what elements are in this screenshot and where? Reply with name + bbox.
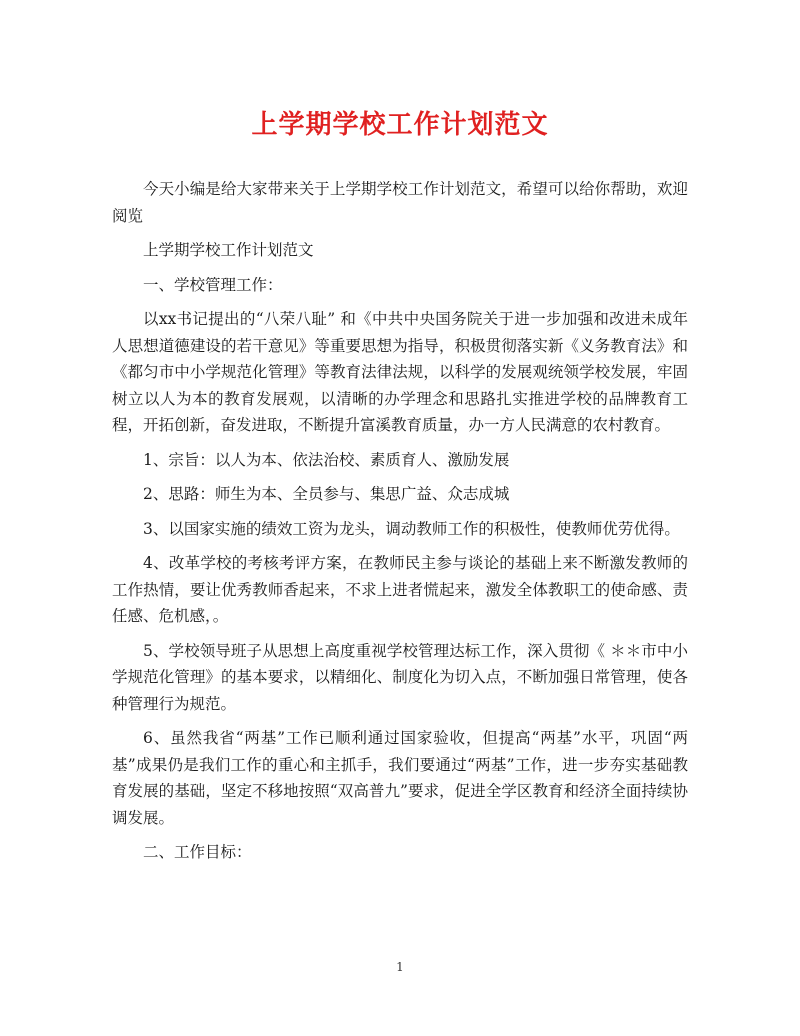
section-heading-1: 一、学校管理工作： [143,275,283,294]
item-4-paragraph: 4、改革学校的考核考评方案，在教师民主参与谈论的基础上来不断激发教师的工作热情，要让优秀教师香起来，不求上进者慌起来，激发全体教职工的使命感、责任感、危机感，。 [112,554,688,625]
item-3-paragraph: 3、以国家实施的绩效工资为龙头，调动教师工作的积极性，使教师优劳优得。 [143,519,680,538]
item-1-paragraph: 1、宗旨：以人为本、依法治校、素质育人、激励发展 [143,450,510,469]
intro-paragraph: 今天小编是给大家带来关于上学期学校工作计划范文，希望可以给你帮助，欢迎阅览 [112,180,688,225]
page-number: 1 [396,960,404,974]
item-2-paragraph: 2、思路：师生为本、全员参与、集思广益、众志成城 [143,485,510,503]
document-body [112,176,688,866]
subtitle-paragraph: 上学期学校工作计划范文 [143,241,314,259]
document-title: 上学期学校工作计划范文 [251,110,549,140]
guiding-principle-paragraph: 以xx书记提出的“八荣八耻” 和《中共中央国务院关于进一步加强和改进未成年人思想道德建设的若干意见》等重要思想为指导，积极贯彻落实新《义务教育法》和《都匀市中小学规范化管理》等教育法律法规，以科学的发展观统领学校发展，牢固树立以人为本的教育发展观，以清晰的办学理念和思路扎实推进学校的品牌教育工程，开拓创新，奋发进取，不断提升富溪教育质量，办一方人民满意的农村教育。 [112,310,688,434]
section-heading-2: 二、工作目标： [143,843,252,861]
item-6-paragraph: 6、虽然我省“两基”工作已顺利通过国家验收，但提高“两基”水平，巩固“两基”成果仍是我们工作的重心和主抓手，我们要通过“两基”工作，进一步夯实基础教育发展的基础，坚定不移地按照“双高普九”要求，促进全学区教育和经济全面持续协调发展。 [112,729,688,827]
item-5-paragraph: 5、学校领导班子从思想上高度重视学校管理达标工作，深入贯彻《 ＊＊市中小学规范化管理》的基本要求，以精细化、制度化为切入点，不断加强日常管理，使各种管理行为规范。 [112,641,688,713]
